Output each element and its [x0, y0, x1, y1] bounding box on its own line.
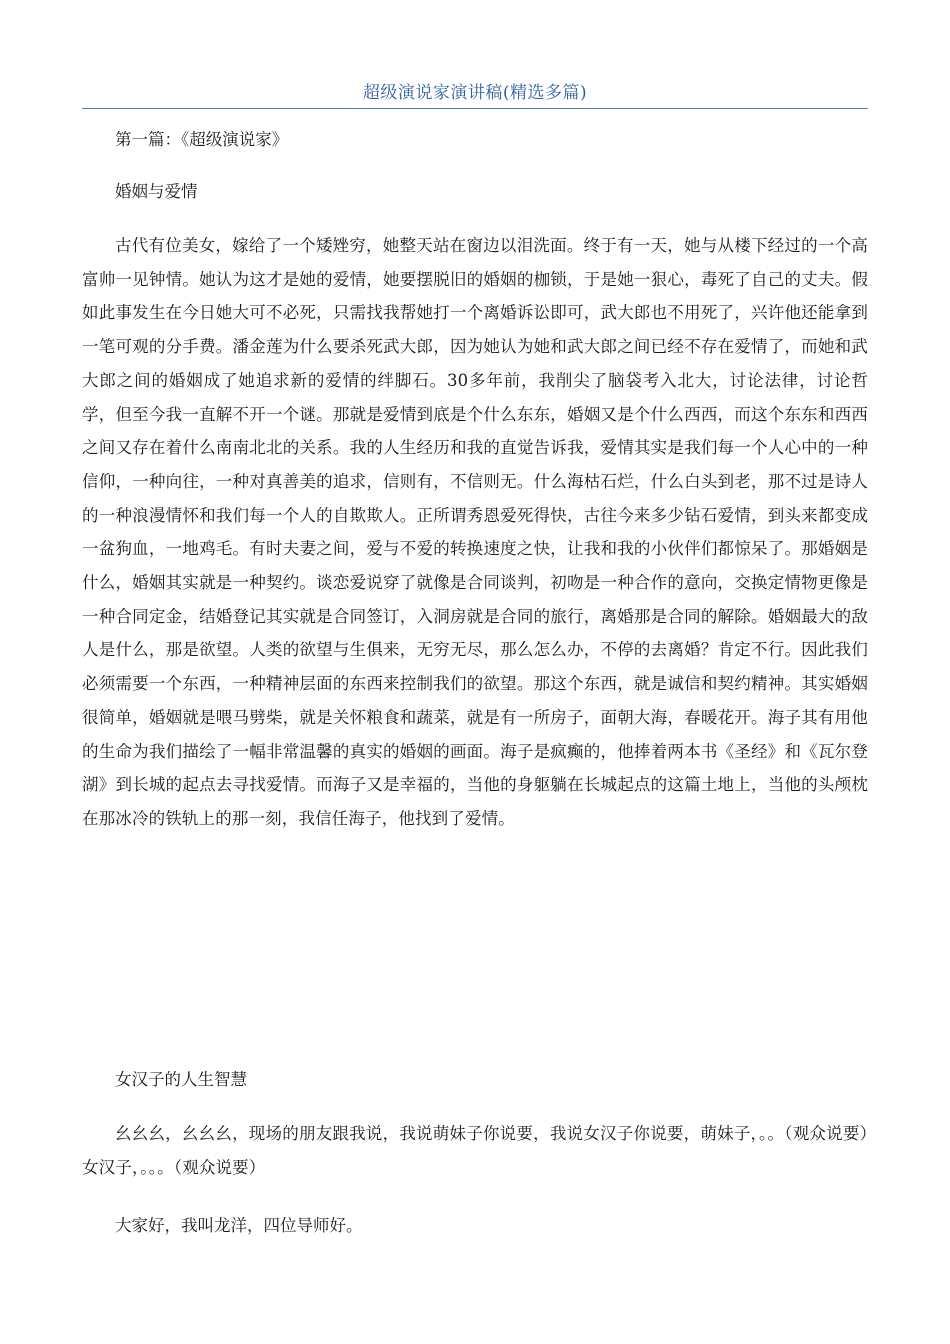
- section-title-tomboy-wisdom: 女汉子的人生智慧: [115, 1070, 247, 1089]
- page-header: [82, 78, 868, 109]
- section-title-marriage-love: 婚姻与爱情: [115, 182, 198, 201]
- document-title: 超级演说家演讲稿(精选多篇): [362, 83, 588, 103]
- paragraph-marriage-love: 古代有位美女，嫁给了一个矮矬穷，她整天站在窗边以泪洗面。终于有一天，她与从楼下经过的一个高富帅一见钟情。她认为这才是她的爱情，她要摆脱旧的婚姻的枷锁，于是她一狠心，毒死了自己的丈夫。假如此事发生在今日她大可不必死，只需找我帮她打一个离婚诉讼即可，武大郎也不用死了，兴许他还能拿到一笔可观的分手费。潘金莲为什么要杀死武大郎，因为她认为她和武大郎之间已经不存在爱情了，而她和武大郎之间的婚姻成了她追求新的爱情的绊脚石。30多年前，我削尖了脑袋考入北大，讨论法律，讨论哲学，但至今我一直解不开一个谜。那就是爱情到底是个什么东东，婚姻又是个什么西西，而这个东东和西西之间又存在着什么南南北北的关系。我的人生经历和我的直觉告诉我，爱情其实是我们每一个人心中的一种信仰，一种向往，一种对真善美的追求，信则有，不信则无。什么海枯石烂，什么白头到老，那不过是诗人的一种浪漫情怀和我们每一个人的自欺欺人。正所谓秀恩爱死得快，古往今来多少钻石爱情，到头来都变成一盆狗血，一地鸡毛。有时夫妻之间，爱与不爱的转换速度之快，让我和我的小伙伴们都惊呆了。那婚姻是什么，婚姻其实就是一种契约。谈恋爱说穿了就像是合同谈判，初吻是一种合作的意向，交换定情物更像是一种合同定金，结婚登记其实就是合同签订，入洞房就是合同的旅行，离婚那是合同的解除。婚姻最大的敌人是什么，那是欲望。人类的欲望与生俱来，无穷无尽，那么怎么办，不停的去离婚？肯定不行。因此我们必须需要一个东西，一种精神层面的东西来控制我们的欲望。那这个东西，就是诚信和契约精神。其实婚姻很简单，婚姻就是喂马劈柴，就是关怀粮食和蔬菜，就是有一所房子，面朝大海，春暖花开。海子其有用他的生命为我们描绘了一幅非常温馨的真实的婚姻的画面。海子是疯癫的，他捧着两本书《圣经》和《瓦尔登湖》到长城的起点去寻找爱情。而海子又是幸福的，当他的身躯躺在长城起点的这篇土地上，当他的头颅枕在那冰冷的铁轨上的那一刻，我信任海子，他找到了爱情。: [82, 236, 868, 828]
- chapter-heading: 第一篇：《超级演说家》: [115, 130, 289, 149]
- paragraph-greeting: 大家好，我叫龙洋，四位导师好。: [115, 1216, 363, 1235]
- paragraph-tomboy-intro: 幺幺幺，幺幺幺，现场的朋友跟我说，我说萌妹子你说要，我说女汉子你说要，萌妹子，。。（观众说要）女汉子，。。。（观众说要）: [82, 1124, 868, 1177]
